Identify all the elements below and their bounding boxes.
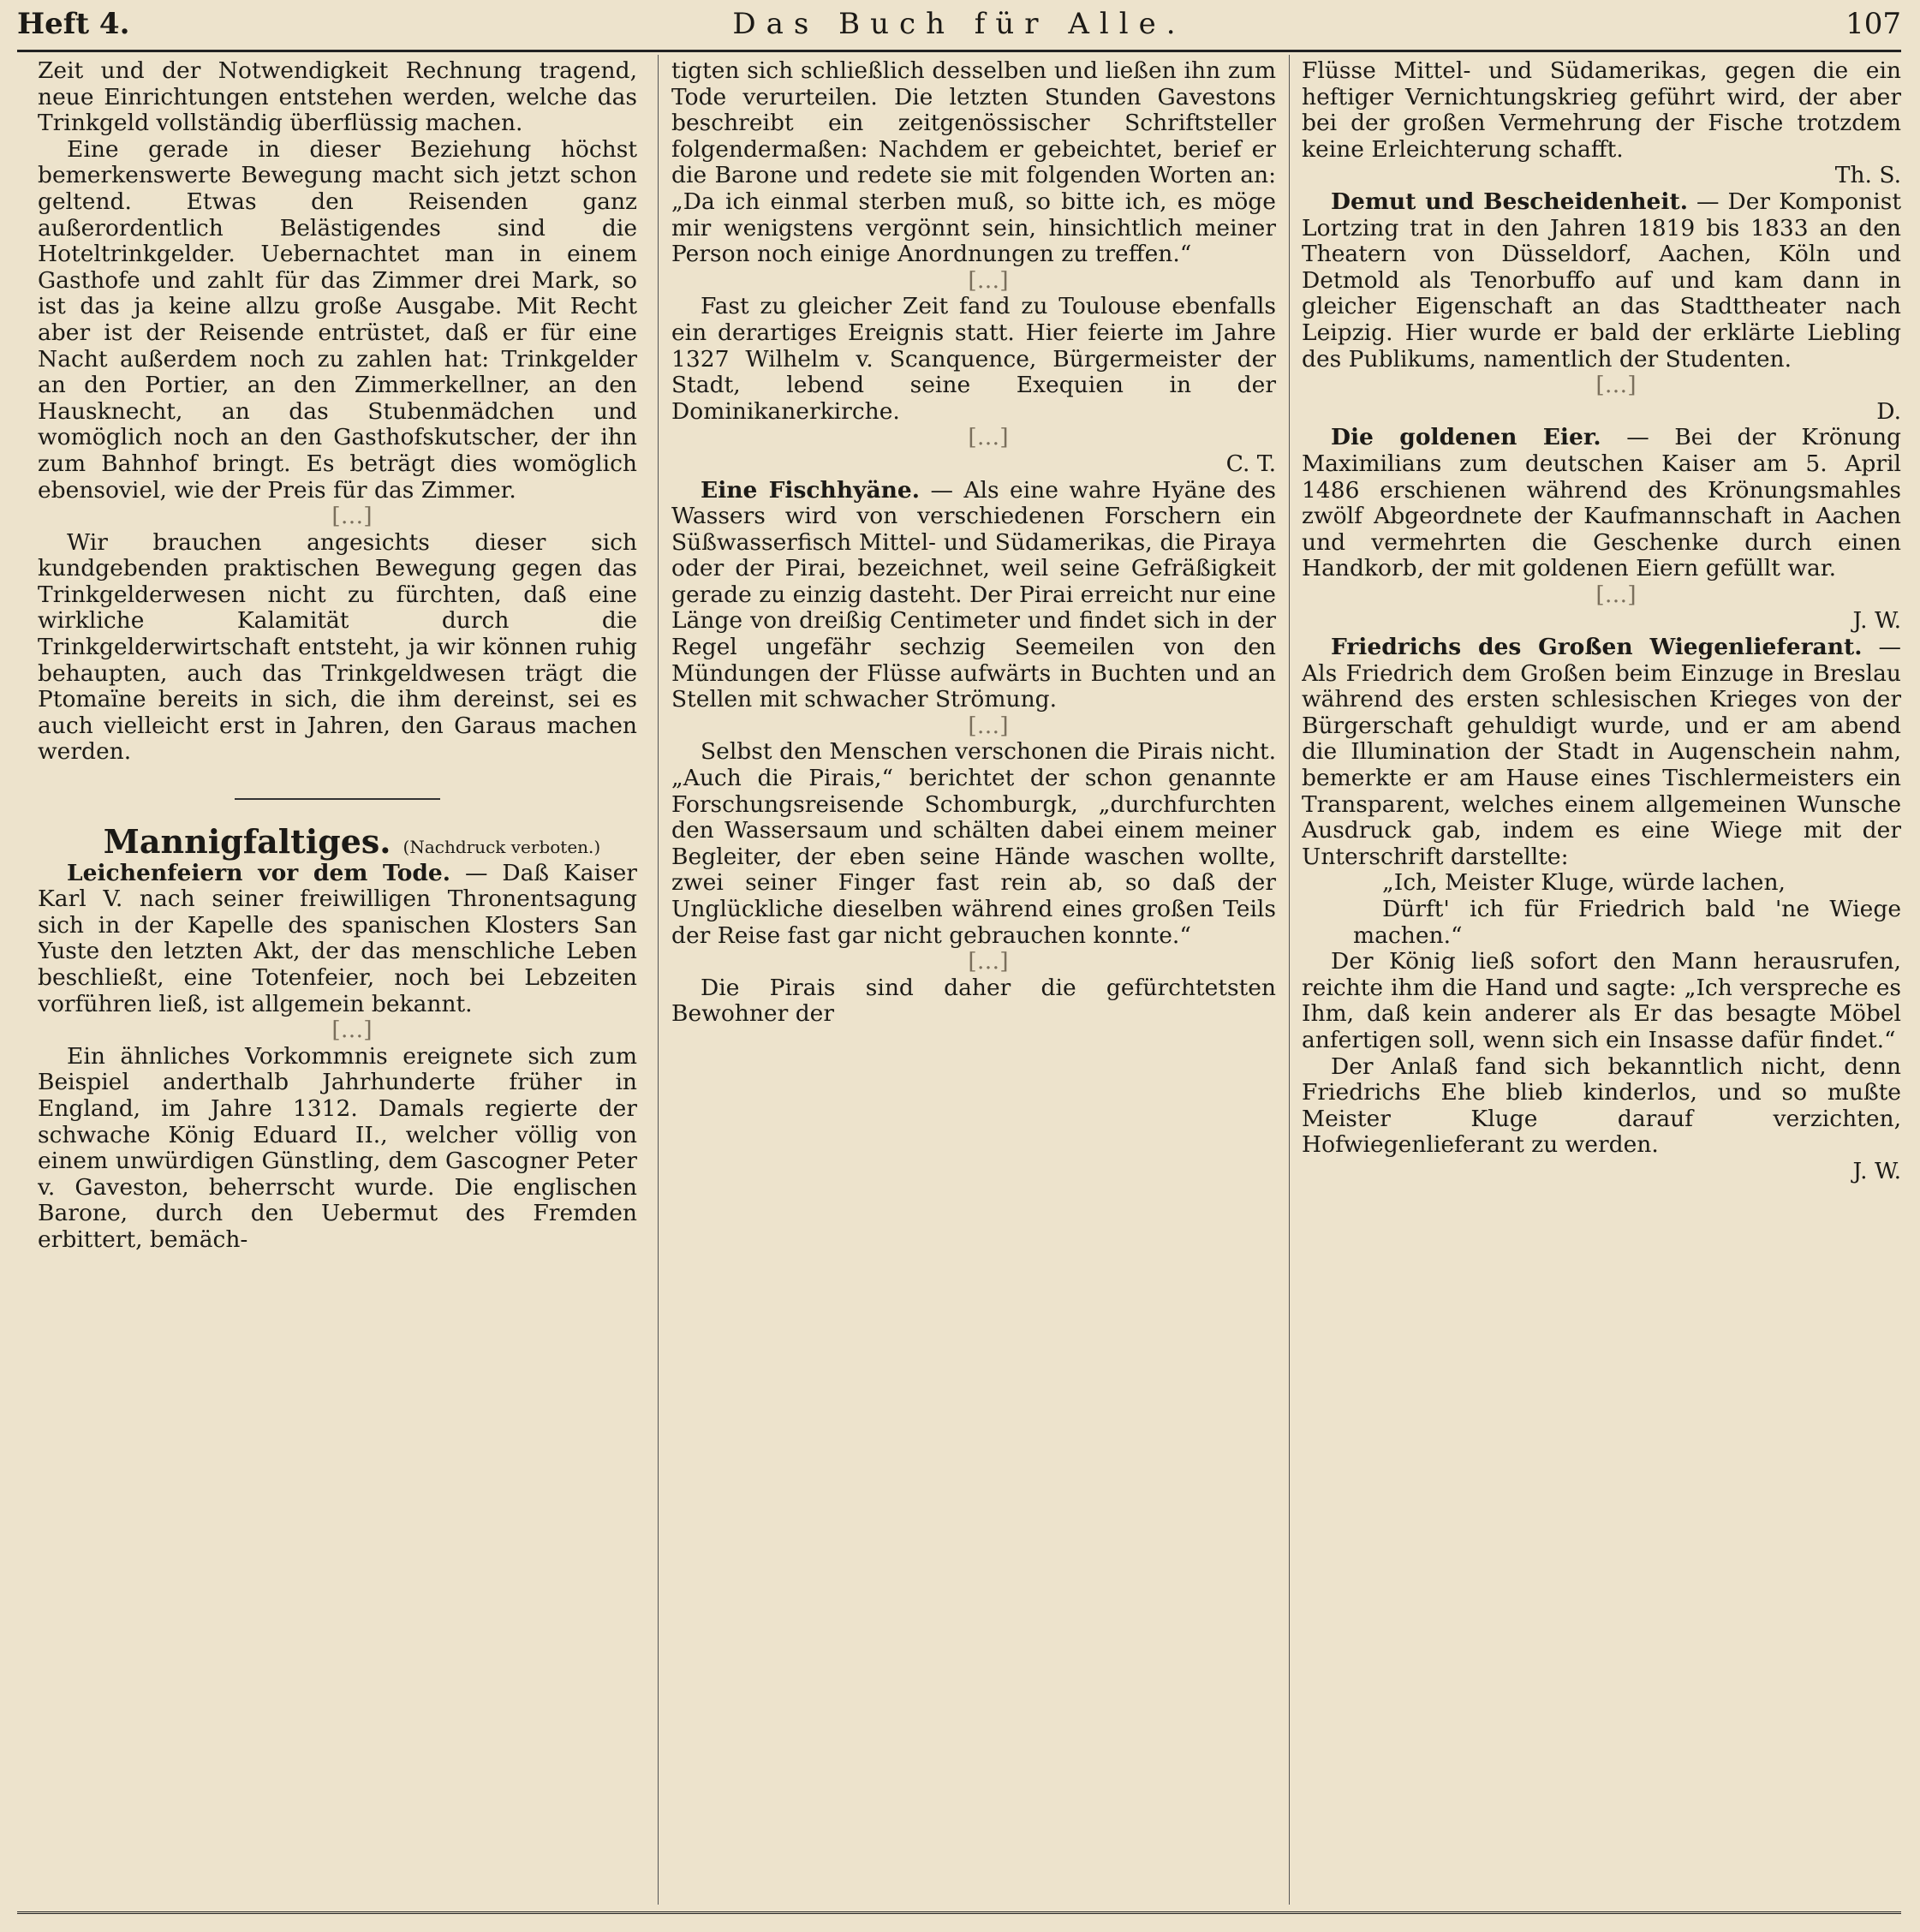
paragraph: Fast zu gleicher Zeit fand zu Toulouse ebenfalls ein derartiges Ereignis statt. Hier feierte im Jahre 1327 Wilhelm v. Scanquence, Bürgermeister der Stadt, lebend seine Exequien in der Dominikanerkirche. [671, 293, 1276, 425]
article-paragraph [671, 478, 1276, 713]
article-heading: Leichenfeiern vor dem Tode. [67, 859, 451, 886]
column-1 [38, 58, 637, 1906]
paragraph: Selbst den Menschen verschonen die Pirais nicht. „Auch die Pirais,“ berichtet der schon genannte Forschungsreisende Schomburgk, „durchfurchten den Wassersaum und schälten dabei einem meiner Begleiter, der eben seine Hände waschen wollte, zwei seiner Finger fast rein ab, so daß der Unglückliche dieselben während eines großen Teils der Reise fast gar nicht gebrauchen konnte.“ [671, 738, 1276, 949]
column-divider [658, 55, 659, 1905]
author-signature: C. T. [1225, 450, 1276, 477]
author-signature: J. W. [1852, 1157, 1901, 1184]
paragraph: Ein ähnliches Vorkommnis ereignete sich zum Beispiel anderthalb Jahrhunderte früher in England, im Jahre 1312. Damals regierte der schwache König Eduard II., welcher völlig von einem unwürdigen Günstling, dem Gascogner Peter v. Gaveston, beherrscht wurde. Die englischen Barone, durch den Uebermut des Fremden erbittert, bemäch- [38, 1042, 637, 1253]
column-3 [1302, 58, 1901, 1906]
paragraph: Der König ließ sofort den Mann herausrufen, reichte ihm die Hand und sagte: „Ich verspreche es Ihm, daß kein anderer als Er das besagte Möbel anfertigen soll, wenn sich ein Insasse dafür findet.“ [1302, 948, 1901, 1053]
header-rule [17, 50, 1901, 52]
paragraph: Flüsse Mittel- und Südamerikas, gegen die ein heftiger Vernichtungskrieg geführt wird, der aber bei der großen Vermehrung der Fische trotzdem keine Erleichterung schafft. [1302, 58, 1901, 163]
article-paragraph [1302, 189, 1901, 373]
column-2 [671, 58, 1276, 1906]
article-text: — Daß Kaiser Karl V. nach seiner freiwilligen Thronentsagung sich in der Kapelle des spanischen Klosters San Yuste den letzten Akt, der das menschliche Leben beschließt, eine Totenfeier, noch bei Lebzeiten vorführen ließ, ist allgemein bekannt. [38, 859, 637, 1017]
article-text: — Der Komponist Lortzing trat in den Jahren 1819 bis 1833 an den Theatern von Düsseldorf, Aachen, Köln und Detmold als Tenorbuffo auf und kam dann in gleicher Eigenschaft an das Stadttheater nach Leipzig. Hier wurde er bald der erklärte Liebling des Publikums, namentlich der Studenten. [1302, 188, 1901, 373]
section-rule [235, 798, 440, 800]
paragraph: Die Pirais sind daher die gefürchtetsten Bewohner der [671, 974, 1276, 1028]
author-signature: D. [1876, 397, 1901, 425]
page-header [17, 7, 1901, 50]
page-number: 107 [1845, 7, 1901, 41]
omitted-text: […] [968, 266, 1009, 294]
article-text: — Als eine wahre Hyäne des Wassers wird von verschiedenen Forschern ein Süßwasserfisch Mittel- und Südamerikas, die Piraya oder der Pirai, bezeichnet, weil seine Gefräßigkeit gerade zu einzig dasteht. Der Pirai erreicht nur eine Länge von dreißig Centimeter und findet sich in der Regel ungefähr sechzig Seemeilen von den Mündungen der Flüsse aufwärts in Buchten und an Stellen mit schwacher Strömung. [671, 476, 1276, 713]
article-paragraph [1302, 425, 1901, 582]
reprint-note: (Nachdruck verboten.) [402, 837, 601, 858]
omitted-text: […] [1595, 581, 1637, 608]
article-text: — Als Friedrich dem Großen beim Einzuge in Breslau während des ersten schlesischen Krieges von der Bürgerschaft gehuldigt wurde, und er am abend die Illumination der Stadt in Augenschein nahm, bemerkte er am Hause eines Tischlermeisters ein Transparent, welches einem allgemeinen Wunsche Ausdruck gab, indem es eine Wiege mit der Unterschrift darstellte: [1302, 634, 1901, 870]
column-divider [1289, 55, 1290, 1905]
verse-line: „Ich, Meister Kluge, würde lachen, [1382, 869, 1786, 897]
paragraph: Eine gerade in dieser Beziehung höchst bemerkenswerte Bewegung macht sich jetzt schon geltend. Etwas den Reisenden ganz außerordentlich Belästigendes sind die Hoteltrinkgelder. Uebernachtet man in einem Gasthofe und zahlt für das Zimmer drei Mark, so ist das ja keine allzu große Ausgabe. Mit Recht aber ist der Reisende entrüstet, daß er für eine Nacht außerdem noch zu zahlen hat: Trinkgelder an den Portier, an den Zimmerkellner, an den Hausknecht, an das Stubenmädchen und womöglich noch an den Gasthofskutscher, der ihn zum Bahnhof bringt. Es beträgt dies womöglich ebensoviel, wie der Preis für das Zimmer. [38, 135, 637, 504]
article-paragraph [1302, 635, 1901, 870]
footer-rule [17, 1911, 1901, 1917]
verse-line: Dürft' ich für Friedrich bald 'ne Wiege machen.“ [1353, 896, 1901, 949]
author-signature: J. W. [1852, 607, 1901, 635]
paragraph: Wir brauchen angesichts dieser sich kundgebenden praktischen Bewegung gegen das Trinkgelderwesen nicht zu fürchten, daß eine wirkliche Kalamität durch die Trinkgelderwirtschaft entsteht, ja wir können ruhig behaupten, auch das Trinkgeldwesen trägt die Ptomaïne bereits in sich, die ihm dereinst, sei es auch vielleicht erst in Jahren, den Garaus machen werden. [38, 528, 637, 766]
article-text: — Bei der Krönung Maximilians zum deutschen Kaiser am 5. April 1486 erschienen während des Krönungsmahles zwölf Abgeordnete der Kaufmannschaft in Aachen und vermehrten die Geschenke durch einen Handkorb, der mit goldenen Eiern gefüllt war. [1302, 424, 1901, 582]
omitted-text: […] [331, 503, 373, 530]
paragraph: Zeit und der Notwendigkeit Rechnung tragend, neue Einrichtungen entstehen werden, welche das Trinkgeld vollständig überflüssig machen. [38, 58, 637, 137]
paragraph: Der Anlaß fand sich bekanntlich nicht, denn Friedrichs Ehe blieb kinderlos, und so mußte Meister Kluge darauf verzichten, Hofwiegenlieferant zu werden. [1302, 1052, 1901, 1159]
article-heading: Friedrichs des Großen Wiegenlieferant. [1331, 634, 1863, 661]
omitted-text: […] [331, 1017, 373, 1044]
article-heading: Eine Fischhyäne. [701, 476, 921, 504]
article-heading: Demut und Bescheidenheit. [1331, 188, 1688, 215]
section-title [38, 822, 637, 862]
issue-label: Heft 4. [17, 7, 130, 41]
article-heading: Die goldenen Eier. [1331, 424, 1601, 451]
omitted-text: […] [1595, 372, 1637, 399]
publication-title: Das Buch für Alle. [732, 7, 1186, 41]
paragraph: tigten sich schließlich desselben und ließen ihn zum Tode verurteilen. Die letzten Stunden Gavestons beschreibt ein zeitgenössischer Schriftsteller folgendermaßen: Nachdem er gebeichtet, berief er die Barone und redete sie mit folgenden Worten an: „Da ich einmal sterben muß, so bitte ich, es möge mir wenigstens vergönnt sein, hinsichtlich meiner Person noch einige Anordnungen zu treffen.“ [671, 58, 1276, 268]
section-title-text: Mannigfaltiges. [103, 822, 391, 862]
omitted-text: […] [968, 948, 1009, 975]
omitted-text: […] [968, 712, 1009, 739]
author-signature: Th. S. [1834, 162, 1901, 189]
article-paragraph [38, 861, 637, 1018]
omitted-text: […] [968, 424, 1009, 451]
